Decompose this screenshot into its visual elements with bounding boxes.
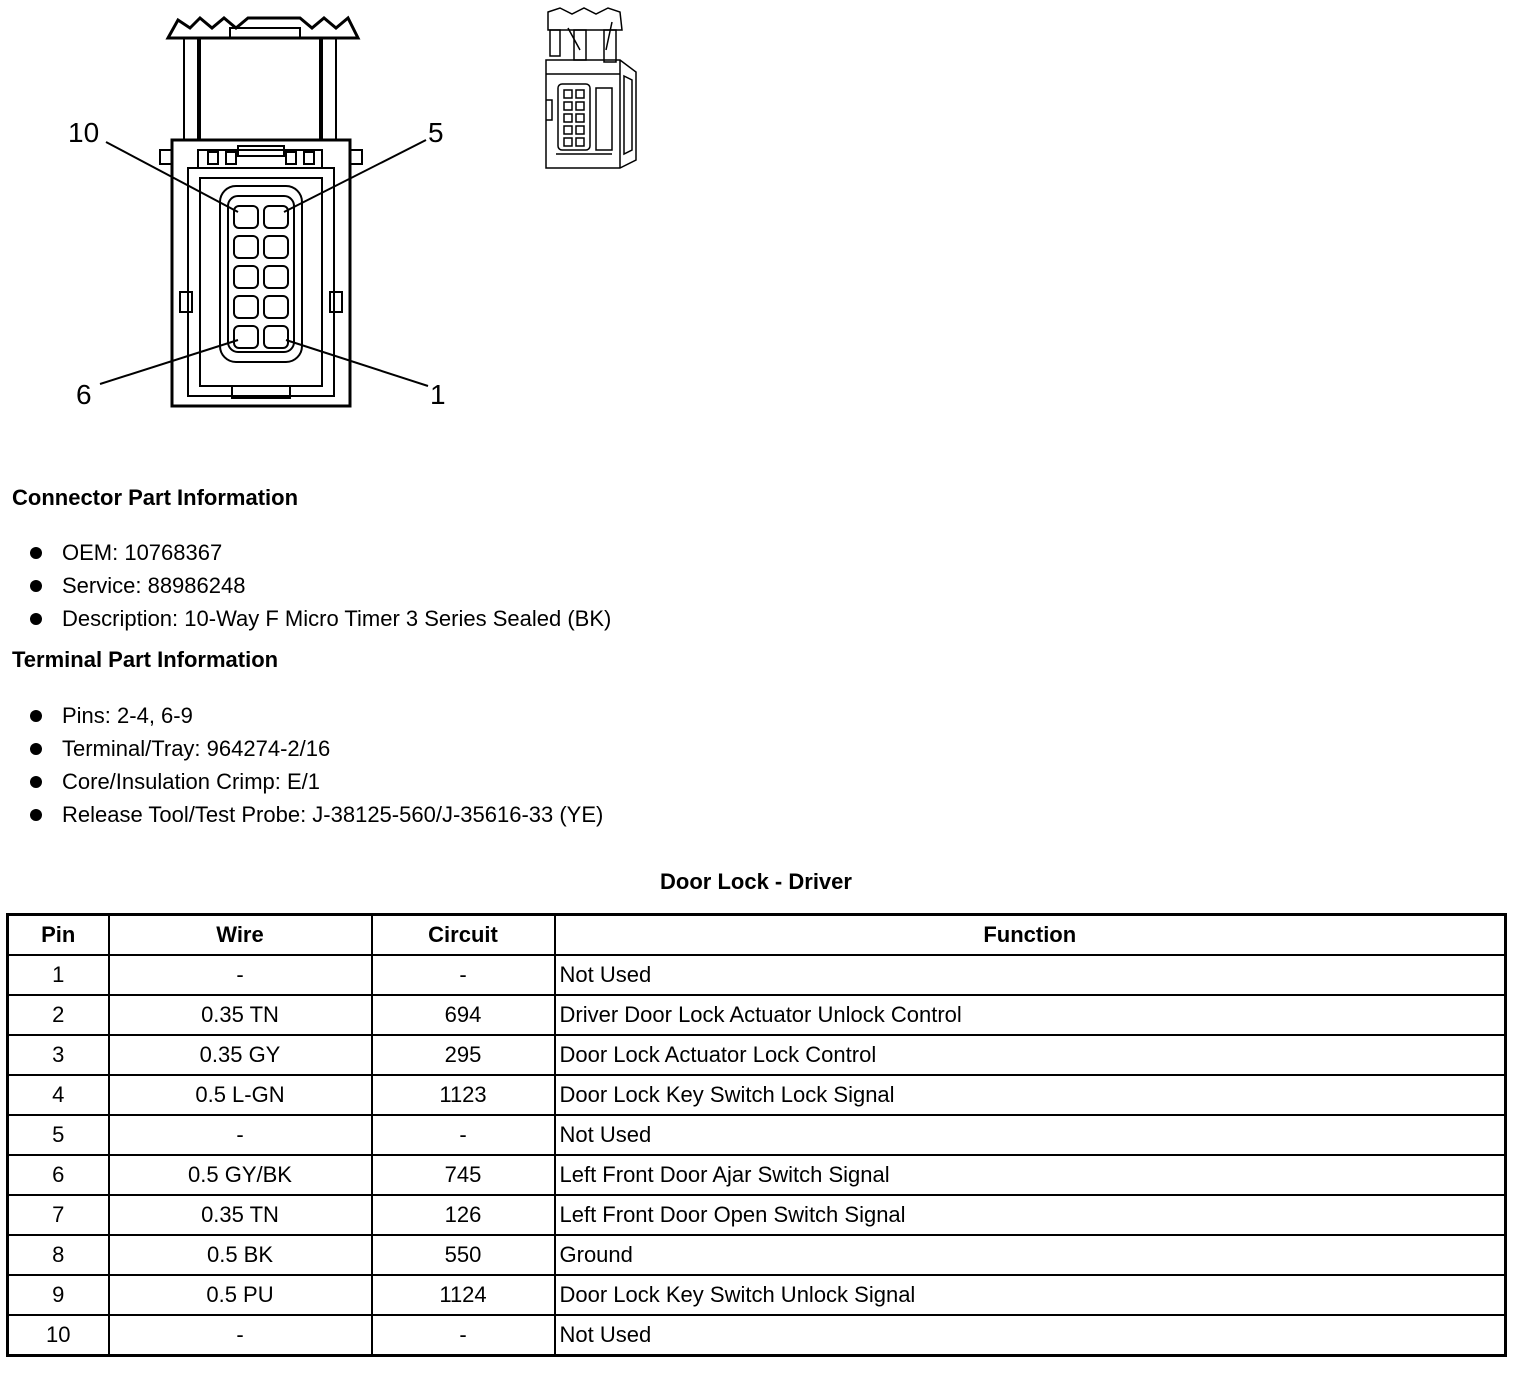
wire-cell: 0.5 BK xyxy=(109,1235,372,1275)
bullet-icon xyxy=(30,776,42,788)
function-cell: Door Lock Key Switch Lock Signal xyxy=(555,1075,1506,1115)
connector-part-info-heading: Connector Part Information xyxy=(12,485,299,510)
list-item-text: Terminal/Tray: 964274-2/16 xyxy=(62,736,331,761)
wire-cell: 0.35 GY xyxy=(109,1035,372,1075)
function-cell: Left Front Door Open Switch Signal xyxy=(555,1195,1506,1235)
table-row xyxy=(8,955,1506,995)
wire-cell: - xyxy=(109,1315,372,1356)
pin-cell: 4 xyxy=(8,1075,109,1115)
pin-cell: 3 xyxy=(8,1035,109,1075)
column-header-circuit: Circuit xyxy=(372,915,555,956)
pinout-table xyxy=(6,913,1507,1357)
circuit-cell: 295 xyxy=(372,1035,555,1075)
circuit-cell: - xyxy=(372,1115,555,1155)
pin-cell: 8 xyxy=(8,1235,109,1275)
cavity-10 xyxy=(234,206,258,228)
circuit-cell: 694 xyxy=(372,995,555,1035)
cavity-7 xyxy=(234,296,258,318)
latch-arm-left xyxy=(184,38,198,140)
wire-cell: - xyxy=(109,955,372,995)
terminal-part-info-list xyxy=(28,699,603,831)
table-row xyxy=(8,1315,1506,1356)
table-row xyxy=(8,1275,1506,1315)
list-item xyxy=(28,732,603,765)
terminal-part-info-heading: Terminal Part Information xyxy=(12,647,279,672)
leader-line-6 xyxy=(100,340,238,384)
wire-cell: 0.5 L-GN xyxy=(109,1075,372,1115)
list-item xyxy=(28,798,603,831)
table-row xyxy=(8,1115,1506,1155)
pin-label-1: 1 xyxy=(430,379,446,410)
connector-part-info-list xyxy=(28,536,611,635)
cavity-3 xyxy=(264,266,288,288)
pin-cell: 1 xyxy=(8,955,109,995)
circuit-cell: 126 xyxy=(372,1195,555,1235)
function-cell: Not Used xyxy=(555,1115,1506,1155)
pin-cell: 6 xyxy=(8,1155,109,1195)
table-row xyxy=(8,1195,1506,1235)
list-item xyxy=(28,569,611,602)
cavity-6 xyxy=(234,326,258,348)
connector-isometric-view xyxy=(546,8,636,168)
pin-cell: 2 xyxy=(8,995,109,1035)
column-header-wire: Wire xyxy=(109,915,372,956)
cavity-5 xyxy=(264,206,288,228)
pin-label-5: 5 xyxy=(428,117,444,148)
list-item xyxy=(28,602,611,635)
list-item-text: Service: 88986248 xyxy=(62,573,246,598)
pin-cell: 7 xyxy=(8,1195,109,1235)
pin-cell: 9 xyxy=(8,1275,109,1315)
table-title: Door Lock - Driver xyxy=(660,869,852,894)
circuit-cell: 745 xyxy=(372,1155,555,1195)
list-item-text: Description: 10-Way F Micro Timer 3 Series Sealed (BK) xyxy=(62,606,612,631)
list-item-text: Pins: 2-4, 6-9 xyxy=(62,703,193,728)
pin-cell: 5 xyxy=(8,1115,109,1155)
bullet-icon xyxy=(30,547,42,559)
circuit-cell: 1123 xyxy=(372,1075,555,1115)
cavity-1 xyxy=(264,326,288,348)
function-cell: Not Used xyxy=(555,1315,1506,1356)
bullet-icon xyxy=(30,743,42,755)
column-header-function: Function xyxy=(555,915,1506,956)
function-cell: Left Front Door Ajar Switch Signal xyxy=(555,1155,1506,1195)
connector-diagram xyxy=(0,0,700,430)
function-cell: Ground xyxy=(555,1235,1506,1275)
pin-cell: 10 xyxy=(8,1315,109,1356)
function-cell: Door Lock Actuator Lock Control xyxy=(555,1035,1506,1075)
table-row xyxy=(8,995,1506,1035)
list-item-text: OEM: 10768367 xyxy=(62,540,223,565)
table-row xyxy=(8,1075,1506,1115)
cavity-block xyxy=(220,186,302,362)
list-item xyxy=(28,765,603,798)
bullet-icon xyxy=(30,809,42,821)
cavity-4 xyxy=(264,236,288,258)
connector-housing xyxy=(172,140,350,406)
cavity-9 xyxy=(234,236,258,258)
list-item xyxy=(28,536,611,569)
circuit-cell: - xyxy=(372,1315,555,1356)
function-cell: Not Used xyxy=(555,955,1506,995)
latch-arm-right xyxy=(322,38,336,140)
bullet-icon xyxy=(30,613,42,625)
circuit-cell: 1124 xyxy=(372,1275,555,1315)
function-cell: Driver Door Lock Actuator Unlock Control xyxy=(555,995,1506,1035)
list-item-text: Core/Insulation Crimp: E/1 xyxy=(62,769,320,794)
table-header-row xyxy=(8,915,1506,956)
list-item-text: Release Tool/Test Probe: J-38125-560/J-35616-33 (YE) xyxy=(62,802,604,827)
terminal-cavities xyxy=(234,206,288,348)
table-row xyxy=(8,1035,1506,1075)
pin-label-6: 6 xyxy=(76,379,92,410)
wire-cell: 0.35 TN xyxy=(109,1195,372,1235)
circuit-cell: 550 xyxy=(372,1235,555,1275)
circuit-cell: - xyxy=(372,955,555,995)
wire-cell: - xyxy=(109,1115,372,1155)
list-item xyxy=(28,699,603,732)
column-header-pin: Pin xyxy=(8,915,109,956)
pin-label-10: 10 xyxy=(68,117,100,148)
wire-cell: 0.35 TN xyxy=(109,995,372,1035)
bullet-icon xyxy=(30,710,42,722)
bullet-icon xyxy=(30,580,42,592)
cavity-2 xyxy=(264,296,288,318)
leader-line-1 xyxy=(286,340,428,386)
wire-cell: 0.5 PU xyxy=(109,1275,372,1315)
table-row xyxy=(8,1235,1506,1275)
cavity-8 xyxy=(234,266,258,288)
table-row xyxy=(8,1155,1506,1195)
wire-cell: 0.5 GY/BK xyxy=(109,1155,372,1195)
function-cell: Door Lock Key Switch Unlock Signal xyxy=(555,1275,1506,1315)
